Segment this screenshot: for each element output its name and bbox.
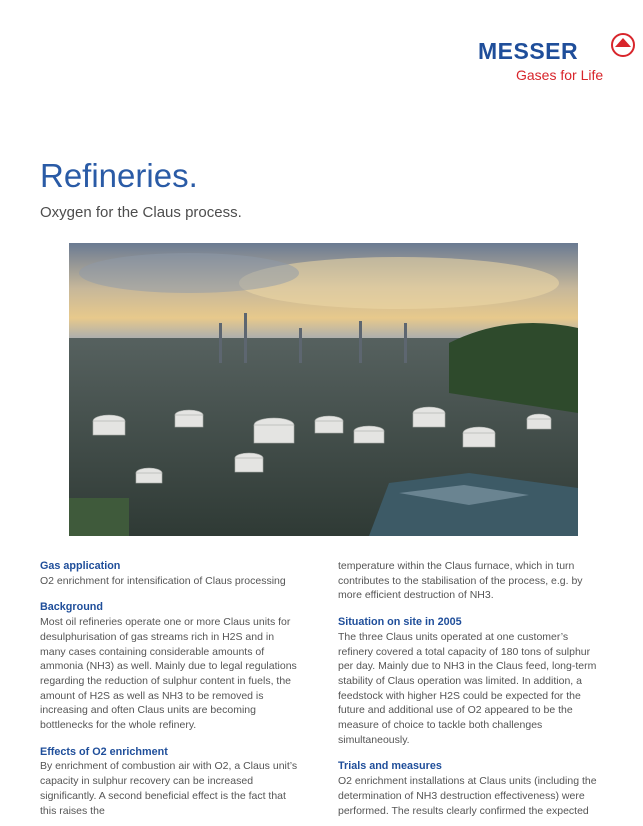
background-text: Most oil refineries operate one or more Claus units for desulphurisation of gas streams rich in H2S and in many cases containing considerable amounts of ammonia (NH3) as well. Mainly due to legal regulations regarding the reduction of sulphur content in fuels, the amount of H2S as well as NH3 to be removed is increasing and often Claus units are becoming bottlenecks for the whole refinery. bbox=[40, 616, 297, 732]
background-heading: Background bbox=[40, 601, 103, 614]
trials-text: O2 enrichment installations at Claus units (including the determination of NH3 destruction effectiveness) were performed. The results clearly confirmed the expected bbox=[338, 775, 597, 817]
refinery-photo bbox=[69, 243, 578, 536]
brand-name: MESSER bbox=[478, 38, 579, 64]
continued-text: temperature within the Claus furnace, which in turn contributes to the stabilisation of the process, e.g. by more efficient destruction of NH3. bbox=[338, 560, 583, 602]
page-subtitle: Oxygen for the Claus process. bbox=[40, 204, 242, 221]
messer-mark-icon bbox=[610, 32, 636, 58]
situation-text: The three Claus units operated at one customer’s refinery covered a total capacity of 180 tons of sulphur per day. Mainly due to NH3 in the Claus feed, long-term stability of Claus operation was limited. In addition, a feedstock with higher H2S could be expected for the future and additional use of O2 appeared to be the measure of choice to tackle both challenges simultaneously. bbox=[338, 630, 597, 746]
page-title: Refineries. bbox=[40, 157, 198, 194]
gas-application-heading: Gas application bbox=[40, 560, 121, 572]
trials-heading: Trials and measures bbox=[338, 760, 442, 773]
messer-logo bbox=[478, 30, 638, 90]
brand-tagline: Gases for Life bbox=[516, 67, 604, 83]
right-column bbox=[338, 559, 600, 826]
effects-heading: Effects of O2 enrichment bbox=[40, 745, 168, 758]
left-column bbox=[40, 559, 302, 826]
gas-application-text: O2 enrichment for intensification of Claus processing bbox=[40, 574, 286, 587]
situation-heading: Situation on site in 2005 bbox=[338, 616, 462, 629]
effects-text: By enrichment of combustion air with O2, a Claus unit’s capacity in sulphur recovery can be increased significantly. A second beneficial effect is the fact that this raises the bbox=[40, 760, 298, 817]
